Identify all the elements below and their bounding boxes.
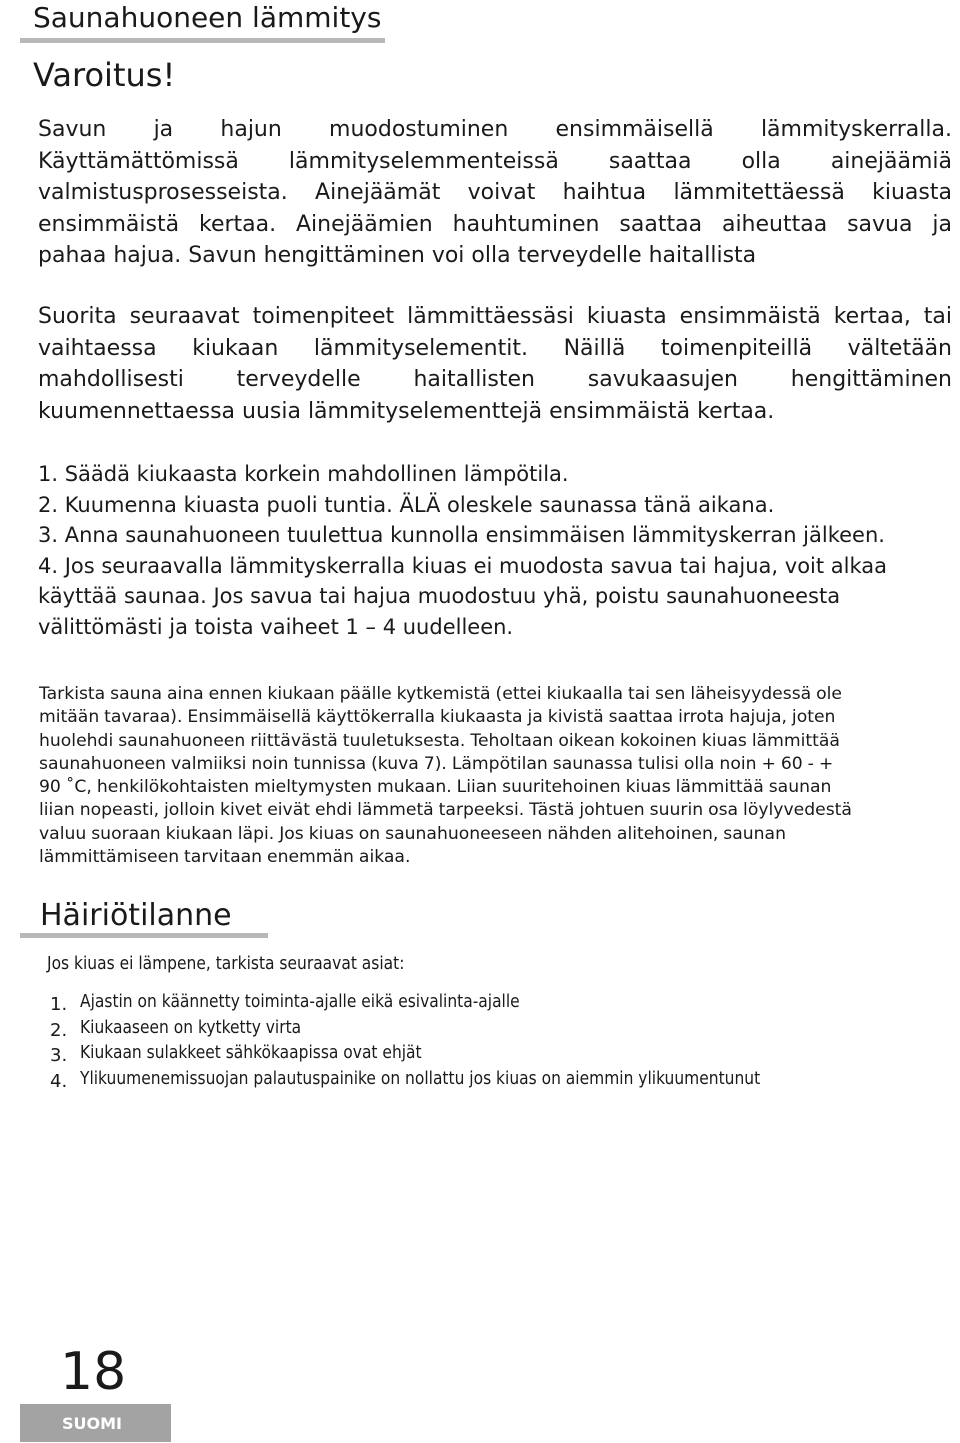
text-line: kuumennettaessa uusia lämmityselementtejä ensimmäistä kertaa.	[38, 398, 775, 424]
language-tab	[20, 1404, 171, 1442]
warning-paragraph-2	[38, 301, 952, 427]
text-line: pahaa hajua. Savun hengittäminen voi olla terveydelle haitallista	[38, 243, 757, 268]
note-line: Tarkista sauna aina ennen kiukaan päälle kytkemistä (ettei kiukaalla tai sen läheisyydessä ole	[39, 684, 843, 704]
note-line: lämmittämiseen tarvitaan enemmän aikaa.	[39, 847, 411, 868]
warning-heading: Varoitus!	[33, 56, 176, 94]
item-number: 1.	[50, 994, 68, 1015]
step-line: käyttää saunaa. Jos savua tai hajua muodostuu yhä, poistu saunahuoneesta	[38, 584, 841, 608]
note-line: saunahuoneen valmiiksi noin tunnissa (kuva 7). Lämpötilan saunassa tulisi olla noin + 60 - +	[39, 753, 834, 774]
page-title: Saunahuoneen lämmitys	[33, 1, 382, 34]
language-label: SUOMI	[62, 1414, 122, 1433]
text-line: ensimmäistä kertaa. Ainejäämien hauhtuminen saattaa aiheuttaa savua ja	[38, 211, 952, 237]
troubleshooting-intro: Jos kiuas ei lämpene, tarkista seuraavat asiat:	[47, 953, 405, 974]
item-text: Ylikuumenemissuojan palautuspainike on nollattu jos kiuas on aiemmin ylikuumentunut	[80, 1067, 761, 1089]
text-line: Käyttämättömissä lämmityselemmenteissä saattaa olla ainejäämiä	[38, 148, 952, 174]
item-text: Kiukaaseen on kytketty virta	[80, 1016, 302, 1038]
text-line: mahdollisesti terveydelle haitallisten savukaasujen hengittäminen	[38, 367, 952, 392]
note-line: valuu suoraan kiukaan läpi. Jos kiuas on saunahuoneeseen nähden alitehoinen, saunan	[39, 823, 786, 844]
note-line: liian nopeasti, jolloin kivet eivät ehdi lämmetä tarpeeksi. Tästä johtuen suurin osa löylyvedestä	[39, 800, 852, 821]
text-line: Savun ja hajun muodostuminen ensimmäisellä lämmityskerralla.	[38, 117, 952, 142]
item-number: 2.	[50, 1019, 68, 1041]
item-text: Ajastin on käännetty toiminta-ajalle eikä esivalinta-ajalle	[80, 991, 520, 1012]
note-line: mitään tavaraa). Ensimmäisellä käyttökerralla kiukaasta ja kivistä saattaa irrota hajuja, joten	[39, 707, 836, 728]
page-number: 18	[60, 1342, 127, 1402]
troubleshooting-heading: Häiriötilanne	[40, 898, 232, 933]
item-number: 4.	[50, 1070, 68, 1092]
step-line: välittömästi ja toista vaiheet 1 – 4 uudelleen.	[38, 614, 514, 639]
list-item	[50, 1040, 871, 1066]
text-line: Suorita seuraavat toimenpiteet lämmittäessäsi kiuasta ensimmäistä kertaa, tai	[38, 304, 952, 329]
list-item	[50, 1015, 871, 1041]
list-item	[50, 989, 871, 1015]
step-line: 1. Säädä kiukaasta korkein mahdollinen lämpötila.	[38, 462, 569, 486]
step-line: 3. Anna saunahuoneen tuulettua kunnolla ensimmäisen lämmityskerran jälkeen.	[38, 523, 885, 547]
text-line: vaihtaessa kiukaan lämmityselementit. Näillä toimenpiteillä vältetään	[38, 335, 952, 361]
troubleshooting-underline	[20, 933, 268, 938]
text-line: valmistusprosesseista. Ainejäämät voivat haihtua lämmitettäessä kiuasta	[38, 180, 952, 205]
troubleshooting-list	[50, 989, 871, 1091]
step-line: 4. Jos seuraavalla lämmityskerralla kiuas ei muodosta savua tai hajua, voit alkaa	[38, 553, 888, 578]
title-underline	[20, 38, 385, 43]
step-line: 2. Kuumenna kiuasta puoli tuntia. ÄLÄ oleskele saunassa tänä aikana.	[38, 492, 775, 517]
list-item	[50, 1066, 871, 1092]
warning-paragraph-1	[38, 114, 952, 272]
sauna-note	[39, 683, 951, 869]
note-line: 90 ˚C, henkilökohtaisten mieltymysten mukaan. Liian suuritehoinen kiuas lämmittää saunan	[39, 777, 832, 798]
item-number: 3.	[50, 1045, 68, 1066]
first-heating-steps	[38, 459, 958, 642]
item-text: Kiukaan sulakkeet sähkökaapissa ovat ehjät	[80, 1042, 422, 1063]
note-line: huolehdi saunahuoneen riittävästä tuuletuksesta. Teholtaan oikean kokoinen kiuas lämmittää	[39, 730, 840, 751]
